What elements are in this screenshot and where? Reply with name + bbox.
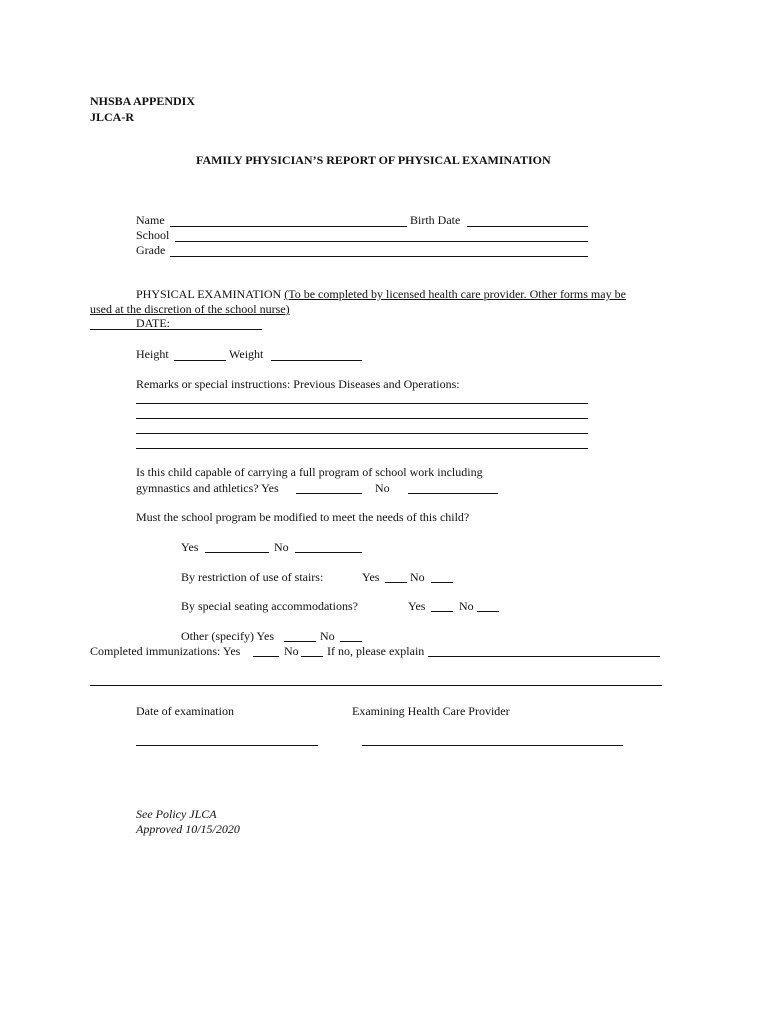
stairs-yes-field[interactable] — [385, 582, 407, 583]
school-label: School — [136, 228, 170, 242]
stairs-no-field[interactable] — [431, 582, 453, 583]
height-field[interactable] — [174, 360, 226, 361]
explain-continuation-line[interactable] — [90, 685, 662, 686]
grade-field[interactable] — [170, 256, 588, 257]
approved-date: Approved 10/15/2020 — [136, 822, 240, 836]
exam-instruction-line2: used at the discretion of the school nurse) — [90, 302, 290, 316]
provider-label: Examining Health Care Provider — [352, 704, 510, 718]
capable-question-line2: gymnastics and athletics? Yes — [136, 481, 279, 495]
grade-label: Grade — [136, 243, 166, 257]
policy-reference: See Policy JLCA — [136, 807, 217, 821]
weight-field[interactable] — [271, 360, 362, 361]
seating-yes-field[interactable] — [431, 611, 453, 612]
modified-yes-field[interactable] — [205, 552, 269, 553]
date-of-exam-field[interactable] — [136, 745, 318, 746]
immunizations-no-field[interactable] — [301, 656, 323, 657]
name-label: Name — [136, 213, 165, 227]
exam-instruction-line1: (To be completed by licensed health care provider. Other forms may be — [284, 287, 626, 301]
provider-signature-field[interactable] — [362, 745, 623, 746]
modified-question: Must the school program be modified to meet the needs of this child? — [136, 510, 470, 524]
name-field[interactable] — [170, 226, 407, 227]
immunizations-no-label: No — [284, 644, 299, 658]
physical-exam-label: PHYSICAL EXAMINATION — [136, 287, 282, 301]
date-of-exam-label: Date of examination — [136, 704, 234, 718]
modified-no-field[interactable] — [295, 552, 362, 553]
seating-no-field[interactable] — [477, 611, 499, 612]
birth-date-label: Birth Date — [410, 213, 461, 227]
immunizations-yes-field[interactable] — [253, 656, 279, 657]
capable-no-field[interactable] — [408, 493, 498, 494]
weight-label: Weight — [229, 347, 264, 361]
form-title: FAMILY PHYSICIAN’S REPORT OF PHYSICAL EXAMINATION — [196, 153, 551, 167]
exam-date-field[interactable] — [174, 329, 262, 330]
birth-date-field[interactable] — [467, 226, 588, 227]
seating-no-label: No — [459, 599, 474, 613]
height-label: Height — [136, 347, 169, 361]
appendix-label: NHSBA APPENDIX — [90, 94, 196, 108]
capable-question-line1: Is this child capable of carrying a full program of school work including — [136, 465, 483, 479]
remarks-line-4[interactable] — [136, 448, 588, 449]
stairs-question: By restriction of use of stairs: — [181, 570, 324, 584]
modified-yes-label: Yes — [181, 540, 199, 554]
remarks-label: Remarks or special instructions: Previous Diseases and Operations: — [136, 377, 460, 391]
capable-no-label: No — [375, 481, 390, 495]
immunizations-explain-field[interactable] — [428, 656, 660, 657]
remarks-line-3[interactable] — [136, 433, 588, 434]
remarks-line-1[interactable] — [136, 403, 588, 404]
physical-exam-heading — [136, 287, 626, 301]
policy-code: JLCA-R — [90, 110, 134, 124]
other-question: Other (specify) Yes — [181, 629, 274, 643]
other-no-field[interactable] — [340, 641, 362, 642]
modified-no-label: No — [274, 540, 289, 554]
seating-question: By special seating accommodations? — [181, 599, 358, 613]
capable-yes-field[interactable] — [296, 493, 362, 494]
immunizations-label: Completed immunizations: Yes — [90, 644, 241, 658]
other-yes-field[interactable] — [284, 641, 316, 642]
exam-date-label: DATE: — [136, 316, 170, 330]
remarks-line-2[interactable] — [136, 418, 588, 419]
other-no-label: No — [320, 629, 335, 643]
immunizations-explain-label: If no, please explain — [327, 644, 425, 658]
school-field[interactable] — [175, 241, 588, 242]
seating-yes-label: Yes — [408, 599, 426, 613]
stairs-no-label: No — [410, 570, 425, 584]
stairs-yes-label: Yes — [362, 570, 380, 584]
